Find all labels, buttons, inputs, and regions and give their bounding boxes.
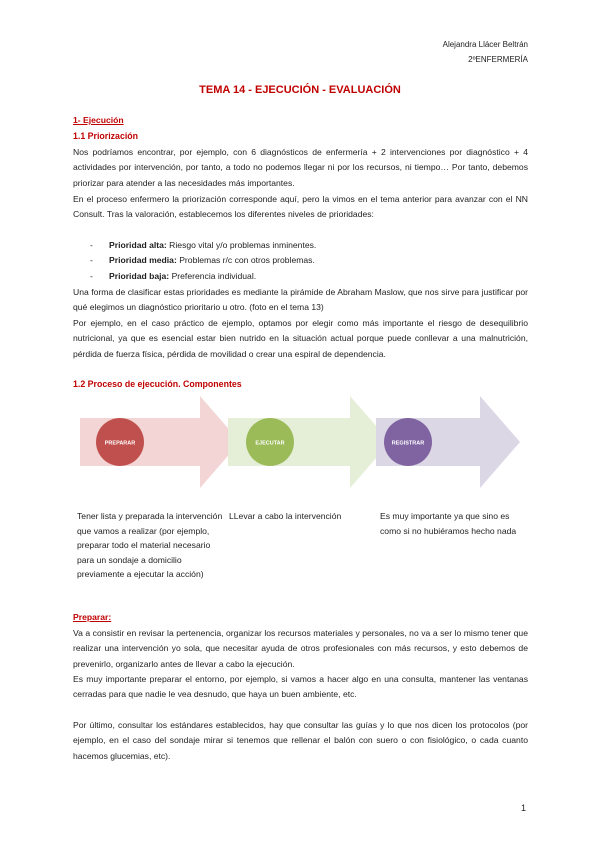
- paragraph-maslow: Una forma de clasificar estas prioridades es mediante la pirámide de Abraham Maslow, que nos sirve para justificar por qué elegimos un diagnóstico prioritario u otro. (foto en el tema 13): [73, 287, 528, 313]
- priority-text: Riesgo vital y/o problemas inminentes.: [169, 240, 317, 250]
- preparar-heading: Preparar:: [73, 612, 112, 622]
- step-caption-registrar: Es muy importante ya que sino es como si no hubiéramos hecho nada: [380, 511, 517, 536]
- step-label-preparar: PREPARAR: [104, 440, 136, 447]
- paragraph-ejemplo-caso: Por ejemplo, en el caso práctico de ejemplo, optamos por elegir como más importante el riesgo de desequilibrio nutricional, ya que es esencial estar bien nutrido en la situación actual porque puede conllevar a una malnutrición, pérdida de fuerza física, pérdida de movilidad o crear una espiral de dependencia.: [73, 318, 528, 359]
- step-label-registrar: REGISTRAR: [391, 440, 425, 447]
- bullet-dash: -: [90, 270, 93, 281]
- priority-item-baja: [90, 269, 510, 284]
- section-heading-ejecucion: 1- Ejecución: [73, 115, 124, 125]
- subsection-heading-proceso: 1.2 Proceso de ejecución. Componentes: [73, 379, 242, 389]
- document-title: TEMA 14 - EJECUCIÓN - EVALUACIÓN: [199, 84, 401, 96]
- paragraph-preparar-entorno: Es muy importante preparar el entorno, por ejemplo, si vamos a hacer algo en una consulta, mantener las ventanas cerradas para que nadie le vea desnudo, que haya un buen ambiente, etc.: [73, 674, 528, 700]
- paragraph-priorizacion-niveles: En el proceso enfermero la priorización corresponde aquí, pero la vimos en el tema anterior para avanzar con el NN Consult. Tras la valoración, establecemos los diferentes niveles de prioridades:: [73, 194, 528, 220]
- process-diagram: [80, 394, 520, 494]
- step-caption-ejecutar: LLevar a cabo la intervención: [229, 511, 342, 521]
- paragraph-preparar-recursos: Va a consistir en revisar la pertenencia, organizar los recursos materiales y personales, no va a ser lo mismo tener que realizar una intervención yo sola, que necesitar ayuda de otros profesionales con más recursos, y esto debemos de prevenirlo, organizarlo antes de llevar a cabo la ejecución.: [73, 628, 528, 669]
- paragraph-priorizacion-intro: Nos podríamos encontrar, por ejemplo, con 6 diagnósticos de enfermería + 2 intervenciones por diagnóstico + 4 actividades por intervención, por tanto, a todo no podemos llegar ni por los recursos, ni tiempo… Por tanto, debemos priorizar para atender a las necesidades más importantes.: [73, 147, 528, 188]
- bullet-dash: -: [90, 240, 93, 250]
- paragraph-preparar-estandares: Por último, consultar los estándares establecidos, hay que consultar las guías y lo que nos dicen los protocolos (por ejemplo, en el caso del sondaje mirar si tenemos que rellenar el balón con suero o con fisiológico, o cada cuanto hacemos glucemias, etc).: [73, 720, 528, 761]
- priority-label: Prioridad media:: [109, 255, 177, 266]
- bullet-dash: -: [90, 255, 93, 266]
- priority-label: Prioridad baja:: [109, 270, 170, 281]
- priority-text: Preferencia individual.: [171, 270, 257, 281]
- subsection-heading-priorizacion: 1.1 Priorización: [73, 131, 139, 141]
- page-number: 1: [520, 803, 526, 813]
- priority-item-media: [90, 253, 510, 268]
- priority-item-alta: [90, 238, 510, 253]
- header-author: Alejandra Llácer Beltrán: [442, 40, 528, 49]
- step-caption-preparar: Tener lista y preparada la intervención que vamos a realizar (por ejemplo, preparar todo el material necesario para un sondaje a domicilio previamente a ejecutar la acción): [77, 511, 223, 579]
- priority-label: Prioridad alta:: [109, 240, 167, 250]
- priority-text: Problemas r/c con otros problemas.: [179, 255, 315, 266]
- priority-list: [90, 238, 510, 284]
- step-label-ejecutar: EJECUTAR: [255, 440, 285, 447]
- header-course: 2ºENFERMERÍA: [468, 55, 528, 64]
